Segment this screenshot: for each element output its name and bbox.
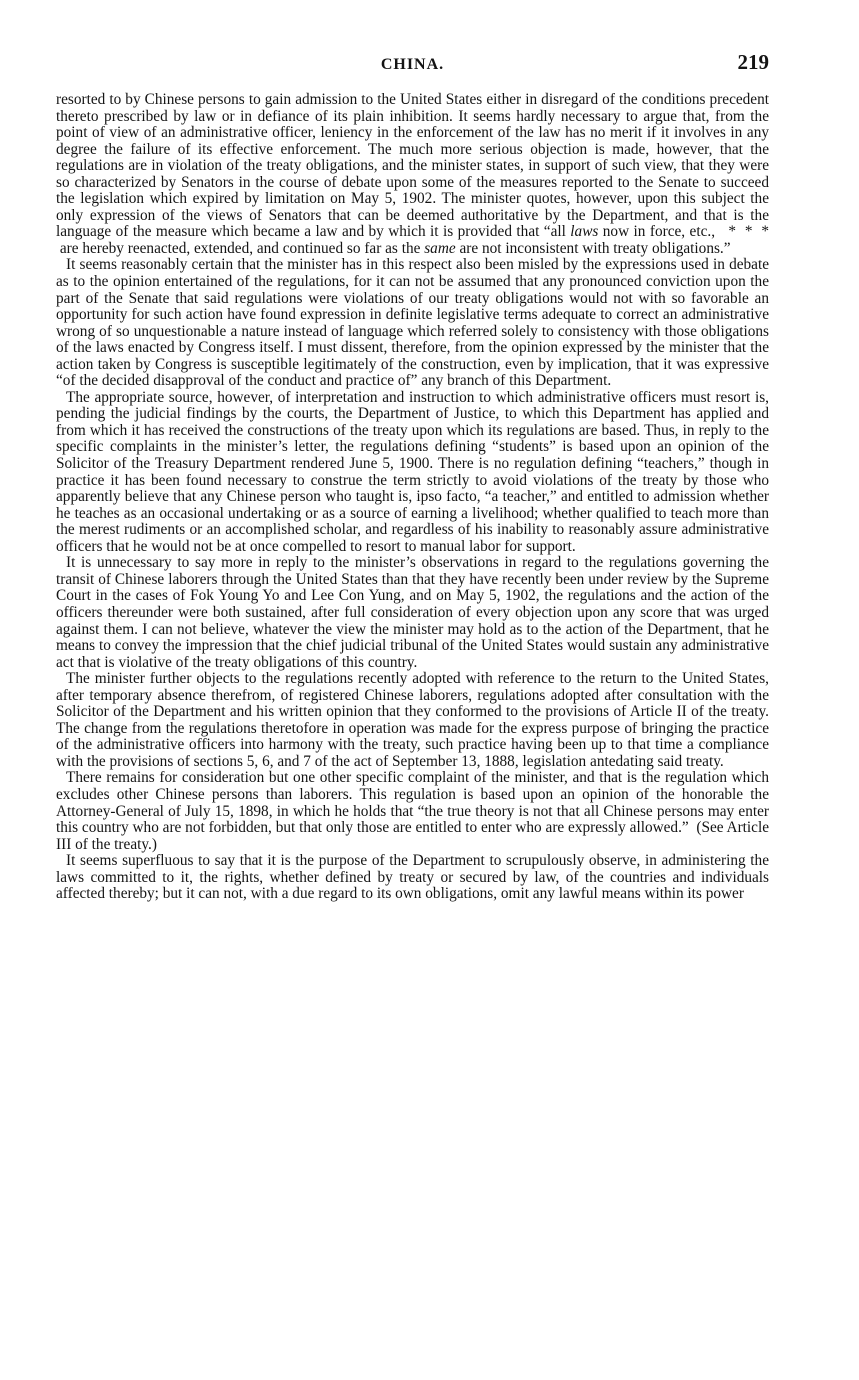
paragraph-text: resorted to by Chinese persons to gain admission to the United States either in disregard of the conditions precedent thereto prescribed by law or in defiance of its plain inhibition. It seems hardly necessary to argue that, from the point of view of an administrative officer, leniency in the enforcement of the law has no merit if it involves in any degree the failure of its effective enforcement. The much more serious objection is made, however, that the regulations are in violation of the treaty obligations, and the minister states, in support of such view, that they were so characterized by Senators in the course of debate upon some of the measures reported to the Senate to succeed the legislation which expired by limitation on May 5, 1902. The minister quotes, however, upon this subject the only expression of the views of Senators that can be deemed authoritative by the Department, and that is the language of the measure which became a law and by which it is provided that “all: [56, 91, 769, 241]
page-number: 219: [737, 50, 769, 74]
paragraph: [56, 92, 769, 257]
running-head: CHINA.: [380, 56, 445, 73]
paragraph-text: There remains for consideration but one other specific complaint of the minister, and that is the regulation which excludes other Chinese persons than laborers. This regulation is based upon an opinion of the honorable the Attorney-General of July 15, 1898, in which he holds that “the true theory is not that all Chinese persons may enter this country who are not forbidden, but that only those are entitled to enter who are expressly allowed.” (See Article III of the treaty.): [56, 769, 769, 853]
paragraph: [56, 555, 769, 671]
paragraph: [56, 770, 769, 853]
italic-text: laws: [570, 223, 599, 241]
body-text: [56, 92, 769, 903]
paragraph-text: The minister further objects to the regulations recently adopted with reference to the return to the United States, after temporary absence therefrom, of registered Chinese laborers, regulations adopted after consultation with the Solicitor of the Department and his written opinion that they conformed to the provisions of Article II of the treaty. The change from the regulations theretofore in operation was made for the express purpose of bringing the practice of the administrative officers into harmony with the treaty, such practice having been up to that time a compliance with the provisions of sections 5, 6, and 7 of the act of September 13, 1888, legislation antedating said treaty.: [56, 670, 769, 770]
paragraph: [56, 671, 769, 770]
paragraph: [56, 853, 769, 903]
page-header: [56, 50, 769, 78]
paragraph: [56, 257, 769, 389]
italic-text: same: [424, 239, 456, 257]
paragraph-text: It seems superfluous to say that it is the purpose of the Department to scrupulously observe, in administering the laws committed to it, the rights, whether defined by treaty or secured by law, of the countries and individuals affected thereby; but it can not, with a due regard to its own obligations, omit any lawful means within its power: [56, 852, 769, 903]
paragraph-text: now in force, etc., * * * are hereby reenacted, extended, and continued so far as the: [56, 223, 769, 257]
paragraph: [56, 390, 769, 555]
paragraph-text: It seems reasonably certain that the minister has in this respect also been misled by the expressions used in debate as to the opinion entertained of the regulations, for it can not be assumed that any pronounced conviction upon the part of the Senate that said regulations were violations of our treaty obligations would not with so favorable an opportunity for such action have found expression in definite legislative terms adequate to correct an administrative wrong of so unquestionable a nature instead of language which referred solely to consistency with those obligations of the laws enacted by Congress itself. I must dissent, therefore, from the opinion expressed by the minister that the action taken by Congress is susceptible legitimately of the construction, even by implication, that it was expressive “of the decided disapproval of the conduct and practice of” any branch of this Department.: [56, 256, 769, 390]
paragraph-text: The appropriate source, however, of interpretation and instruction to which administrative officers must resort is, pending the judicial findings by the courts, the Department of Justice, to which this Department has applied and from which it has received the constructions of the treaty upon which its regulations are based. Thus, in reply to the specific complaints in the minister’s letter, the regulations defining “students” is based upon an opinion of the Solicitor of the Treasury Department rendered June 5, 1900. There is no regulation defining “teachers,” though in practice it has been found necessary to construe the term strictly to avoid violations of the treaty by those who apparently believe that any Chinese person who taught is, ipso facto, “a teacher,” and entitled to admission whether he teaches as an occasional undertaking or as a source of earning a livelihood; whether qualified to teach more than the merest rudiments or an accomplished scholar, and regardless of his inability to reasonably assure administrative officers that he would not be at once compelled to resort to manual labor for support.: [56, 388, 769, 555]
paragraph-text: are not inconsistent with treaty obligations.”: [455, 239, 731, 257]
paragraph-text: It is unnecessary to say more in reply to the minister’s observations in regard to the regulations governing the transit of Chinese laborers through the United States than that they have recently been under review by the Supreme Court in the cases of Fok Young Yo and Lee Con Yung, and on May 5, 1902, the regulations and the action of the officers thereunder were both sustained, after full consideration of every objection upon any score that was urged against them. I can not believe, whatever the view the minister may hold as to the action of the Department, that he means to convey the impression that the chief judicial tribunal of the United States would sustain any administrative act that is violative of the treaty obligations of this country.: [56, 554, 769, 671]
